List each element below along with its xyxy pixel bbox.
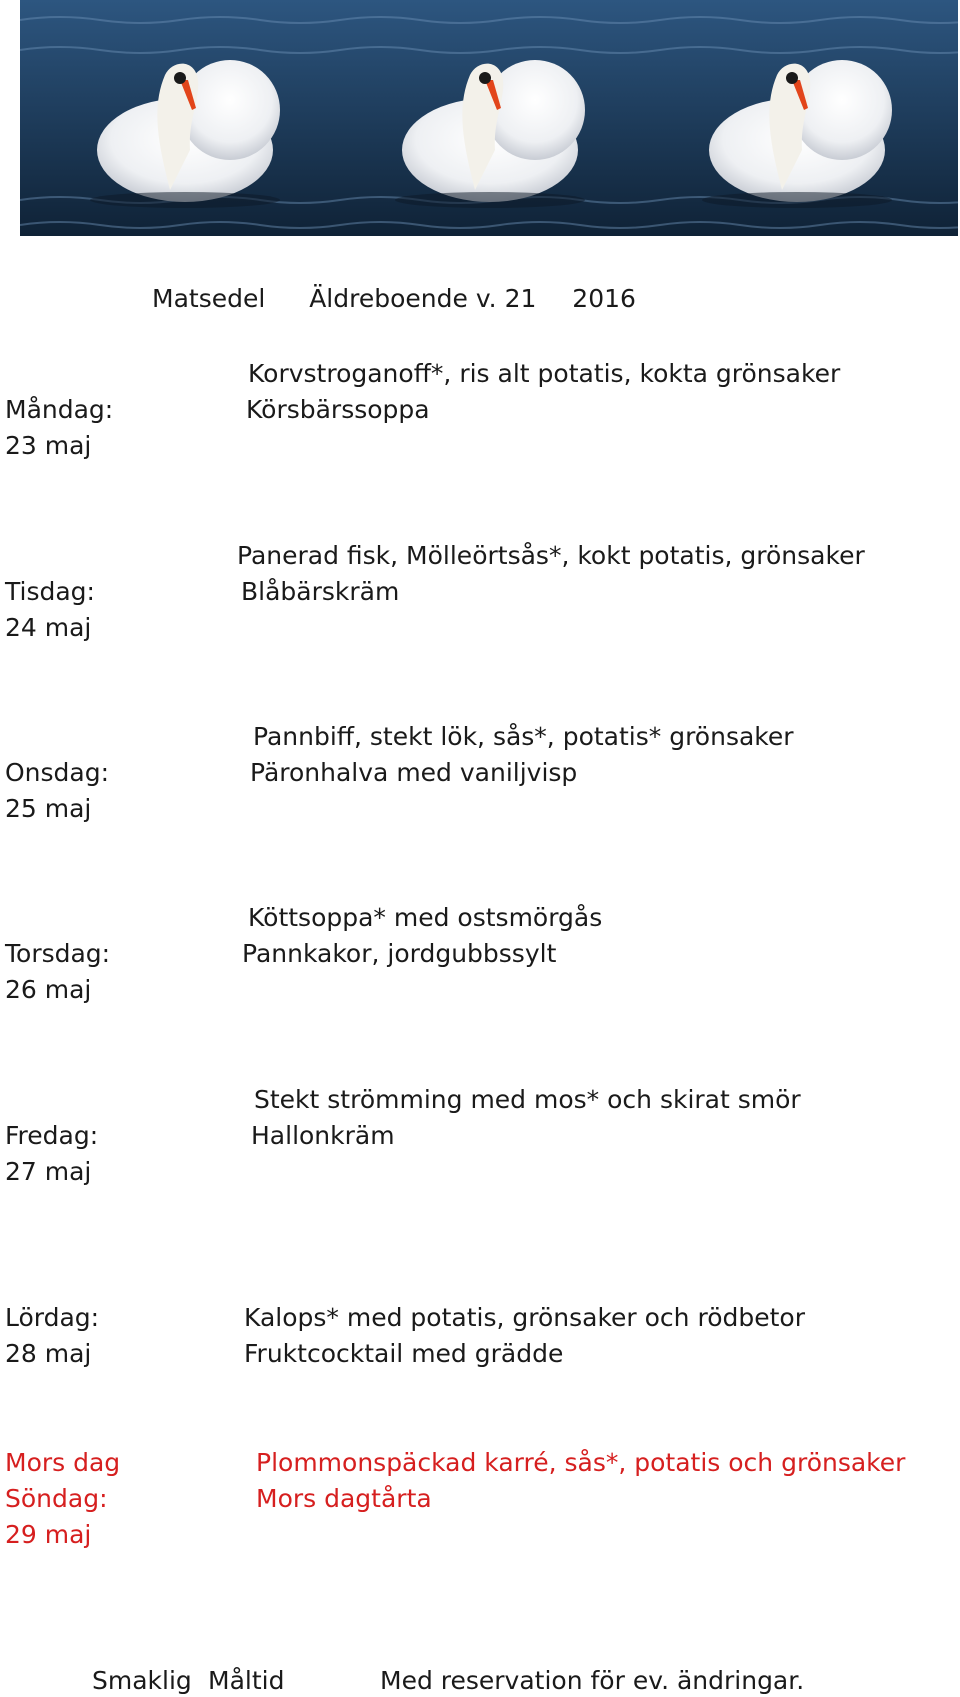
day-label: Fredag:	[5, 1121, 99, 1150]
day-date: 27 maj	[5, 1157, 92, 1186]
title-year: 2016	[572, 284, 636, 313]
footer-maltid: Måltid	[208, 1666, 285, 1695]
footer-reservation-note: Med reservation för ev. ändringar.	[380, 1666, 805, 1695]
menu-main-dish: Köttsoppa* med ostsmörgås	[248, 903, 603, 932]
title-matsedel: Matsedel	[152, 284, 266, 313]
menu-dessert: Fruktcocktail med grädde	[244, 1339, 564, 1368]
footer-smaklig: Smaklig	[92, 1666, 192, 1695]
menu-dessert: Blåbärskräm	[241, 577, 400, 606]
holiday-label: Mors dag	[5, 1448, 121, 1477]
menu-main-dish: Stekt strömming med mos* och skirat smör	[254, 1085, 801, 1114]
menu-dessert: Mors dagtårta	[256, 1484, 432, 1513]
day-label: Söndag:	[5, 1484, 108, 1513]
swan-banner-image	[20, 0, 958, 236]
day-label: Lördag:	[5, 1303, 100, 1332]
menu-dessert: Päronhalva med vaniljvisp	[250, 758, 578, 787]
menu-main-dish: Kalops* med potatis, grönsaker och rödbetor	[244, 1303, 805, 1332]
day-date: 25 maj	[5, 794, 92, 823]
day-date: 26 maj	[5, 975, 92, 1004]
menu-main-dish: Korvstroganoff*, ris alt potatis, kokta grönsaker	[248, 359, 841, 388]
day-label: Onsdag:	[5, 758, 110, 787]
day-date: 28 maj	[5, 1339, 92, 1368]
menu-main-dish: Panerad fisk, Mölleörtsås*, kokt potatis, grönsaker	[237, 541, 865, 570]
menu-title	[152, 286, 636, 311]
day-date: 29 maj	[5, 1520, 92, 1549]
menu-dessert: Pannkakor, jordgubbssylt	[242, 939, 557, 968]
day-label: Tisdag:	[5, 577, 95, 606]
menu-main-dish: Pannbiff, stekt lök, sås*, potatis* grönsaker	[253, 722, 794, 751]
day-label: Torsdag:	[5, 939, 111, 968]
day-label: Måndag:	[5, 395, 114, 424]
day-date: 24 maj	[5, 613, 92, 642]
menu-dessert: Hallonkräm	[251, 1121, 395, 1150]
menu-dessert: Körsbärssoppa	[246, 395, 430, 424]
menu-main-dish: Plommonspäckad karré, sås*, potatis och grönsaker	[256, 1448, 906, 1477]
day-date: 23 maj	[5, 431, 92, 460]
title-facility-week: Äldreboende v. 21	[309, 284, 537, 313]
